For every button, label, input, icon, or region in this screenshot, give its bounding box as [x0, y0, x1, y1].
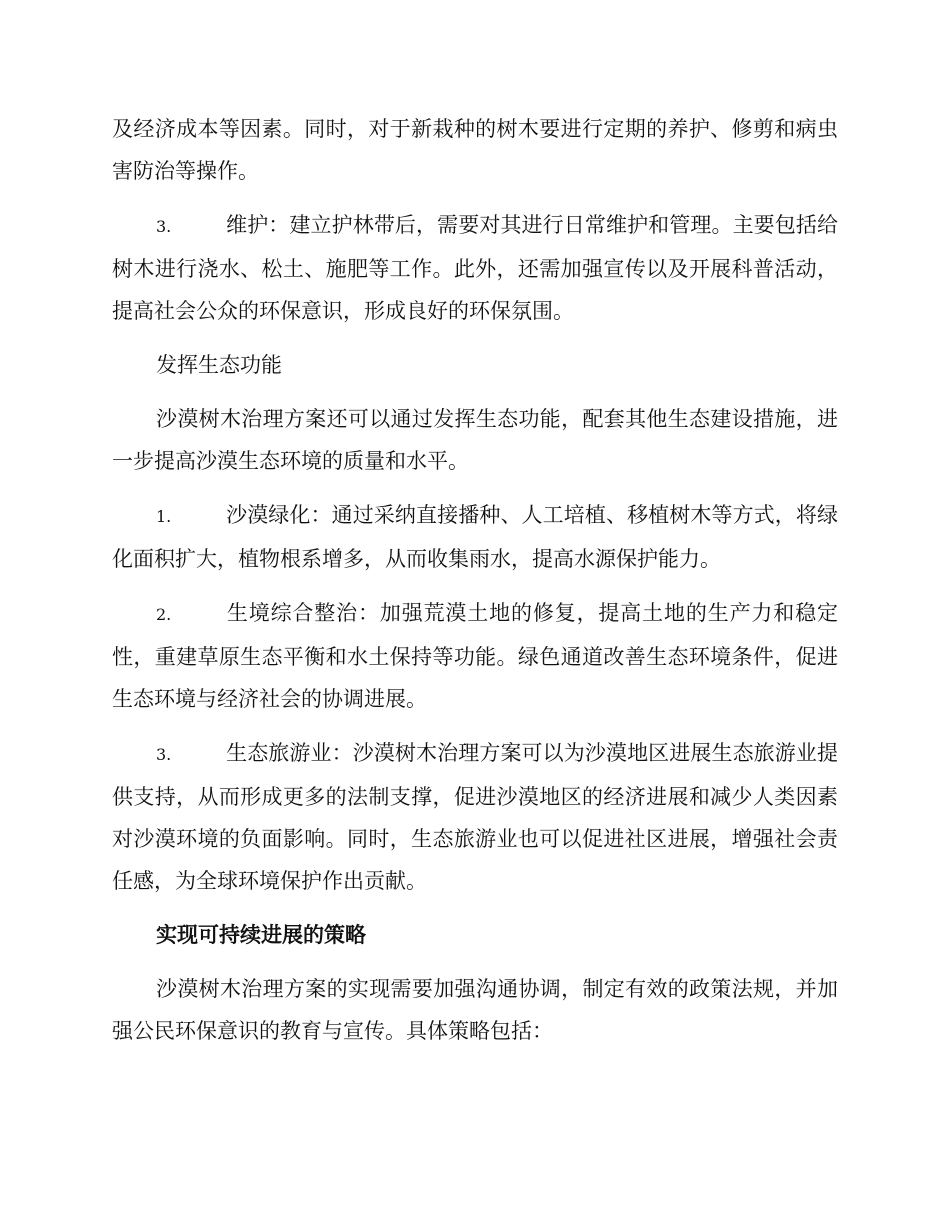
list-number: 1. — [156, 507, 172, 526]
paragraph-strategy: 沙漠树木治理方案的实现需要加强沟通协调，制定有效的政策法规，并加强公民环保意识的教育与宣传。具体策略包括： — [112, 977, 838, 1043]
list-item-text: 生态旅游业：沙漠树木治理方案可以为沙漠地区进展生态旅游业提供支持，从而形成更多的法制支撑，促进沙漠地区的经济进展和减少人类因素对沙漠环境的负面影响。同时，生态旅游业也可以促进社区进展，增强社会责任感，为全球环境保护作出贡献。 — [112, 741, 838, 893]
list-number: 2. — [156, 605, 172, 624]
list-item-habitat-remediation — [112, 592, 838, 720]
list-item-eco-tourism — [112, 732, 838, 902]
section-heading-eco-function: 发挥生态功能 — [156, 353, 282, 377]
list-item-maintenance — [112, 204, 838, 332]
document-page — [112, 108, 838, 1052]
list-item-text: 维护：建立护林带后，需要对其进行日常维护和管理。主要包括给树木进行浇水、松土、施肥等工作。此外，还需加强宣传以及开展科普活动，提高社会公众的环保意识，形成良好的环保氛围。 — [112, 213, 838, 323]
section-heading-strategy: 实现可持续进展的策略 — [156, 923, 366, 947]
list-item-text: 生境综合整治：加强荒漠土地的修复，提高土地的生产力和稳定性，重建草原生态平衡和水土保持等功能。绿色通道改善生态环境条件，促进生态环境与经济社会的协调进展。 — [112, 601, 838, 711]
list-number: 3. — [156, 217, 172, 236]
list-item-text: 沙漠绿化：通过采纳直接播种、人工培植、移植树木等方式，将绿化面积扩大，植物根系增多，从而收集雨水，提高水源保护能力。 — [112, 503, 838, 571]
list-item-desert-greening — [112, 494, 838, 580]
paragraph-planting-continued: 及经济成本等因素。同时，对于新栽种的树木要进行定期的养护、修剪和病虫害防治等操作。 — [112, 117, 838, 183]
list-number: 3. — [156, 745, 172, 764]
paragraph-eco-function: 沙漠树木治理方案还可以通过发挥生态功能，配套其他生态建设措施，进一步提高沙漠生态环境的质量和水平。 — [112, 407, 838, 473]
